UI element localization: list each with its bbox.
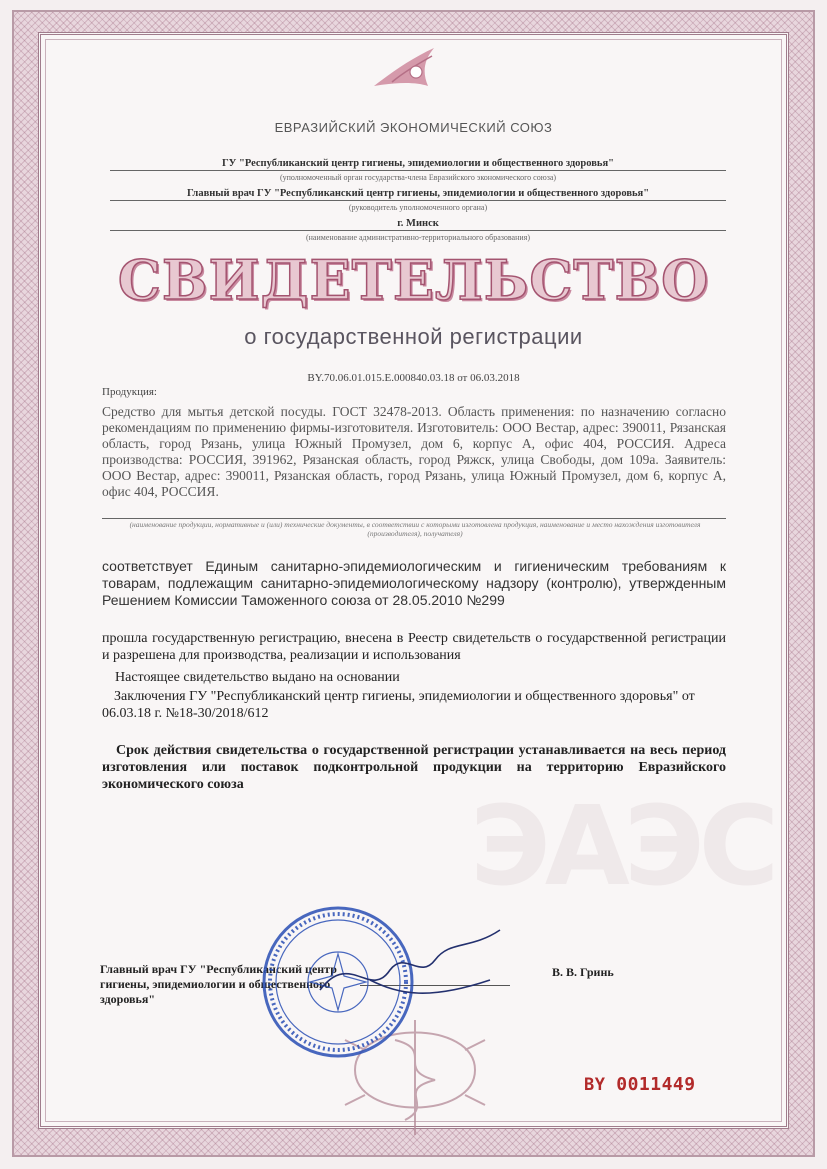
serial-number [584, 1074, 696, 1095]
product-caption: (наименование продукции, нормативные и (или) технические документы, в соответствии с которыми изготовлена продукция, наименование и место нахождения изготовителя (производителя), получателя) [129, 520, 701, 538]
city-name: г. Минск [110, 218, 726, 231]
signer-position: Главный врач ГУ "Республиканский центр гигиены, эпидемиологии и общественного здоровья" [100, 962, 337, 1006]
eaeu-logo-icon [372, 42, 452, 92]
validity-statement: Срок действия свидетельства о государственной регистрации устанавливается на весь период изготовления или поставок подконтрольной продукции на территорию Евразийского экономического союза [102, 743, 726, 792]
city-caption: (наименование административно-территориального образования) [305, 233, 530, 242]
product-description: Средство для мытья детской посуды. ГОСТ 32478-2013. Область применения: по назначению согласно рекомендациям по применению фирмы-изготовителя. Изготовитель: ООО Вестар, адрес: 390011, Рязанская область, город Рязань, улица Южный Промузел, дом 6, корпус А, офис 404, РОССИЯ. Адреса производства: РОССИЯ, 391962, Рязанская область, город Ряжск, улица Свободы, дом 109а. Заявитель: ООО Вестар, адрес: 390011, Рязанская область, город Рязань, улица Южный Промузел, дом 6, корпус А, офис 404, РОССИЯ. [102, 404, 726, 499]
issued-basis-label: Настоящее свидетельство выдано на основании [115, 670, 400, 685]
head-name: Главный врач ГУ "Республиканский центр гигиены, эпидемиологии и общественного здоровья" [110, 188, 726, 201]
head-caption: (руководитель уполномоченного органа) [348, 203, 488, 212]
serial-prefix: BY [584, 1075, 606, 1095]
serial-digits: 0011449 [616, 1074, 696, 1095]
eaeu-watermark: ЭАЭС [470, 782, 774, 910]
certificate-title: СВИДЕТЕЛЬСТВО [117, 248, 710, 312]
registration-statement: прошла государственную регистрацию, внесена в Реестр свидетельств о государственной регистрации и разрешена для производства, реализации и использования [102, 631, 726, 663]
registration-number: BY.70.06.01.015.Е.000840.03.18 от 06.03.2018 [307, 372, 520, 384]
signer-name: В. В. Гринь [552, 965, 614, 979]
handwritten-signature-icon [310, 920, 510, 1020]
product-divider [102, 518, 726, 519]
certificate-subtitle: о государственной регистрации [244, 324, 583, 349]
union-name: ЕВРАЗИЙСКИЙ ЭКОНОМИЧЕСКИЙ СОЮЗ [274, 120, 553, 135]
authority-caption: (уполномоченный орган государства-члена Евразийского экономического союза) [279, 173, 557, 182]
product-label: Продукция: [102, 386, 157, 398]
issued-basis-text: Заключения ГУ "Республиканский центр гигиены, эпидемиологии и общественного здоровья" от 06.03.18 г. №18-30/2018/612 [102, 689, 695, 721]
compliance-statement: соответствует Единым санитарно-эпидемиологическим и гигиеническим требованиям к товарам, подлежащим санитарно-эпидемиологическому надзору (контролю), утвержденным Решением Комиссии Таможенного союза от 28.05.2010 №299 [102, 558, 726, 608]
authority-name: ГУ "Республиканский центр гигиены, эпидемиологии и общественного здоровья" [110, 158, 726, 171]
